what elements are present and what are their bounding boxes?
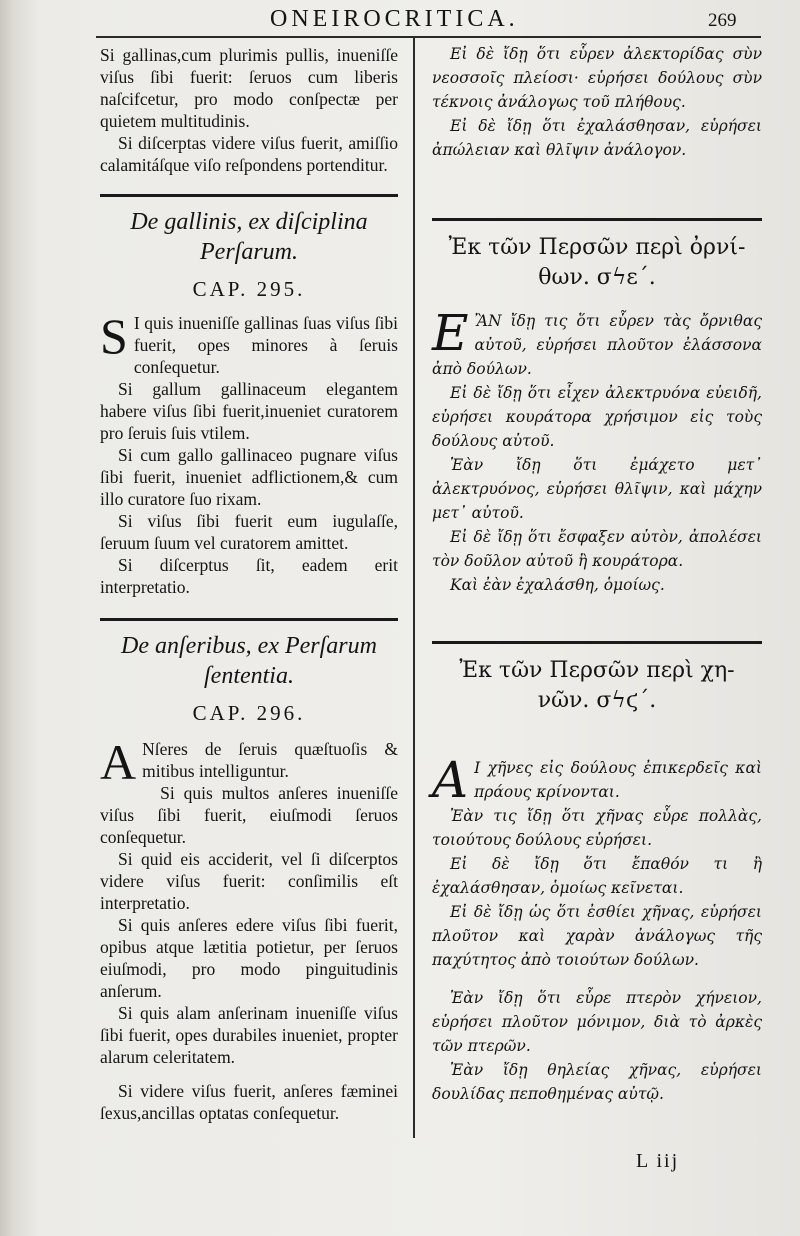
greek-paragraph-text: Ι χῆνες εἰς δούλους ἐπικερδεῖς καὶ πράους κρίνονται. — [474, 759, 762, 801]
greek-paragraph-first — [432, 304, 762, 381]
latin-paragraph: Si cum gallo gallinaceo pugnare viſus ſibi fuerit, inueniet adflictionem,& cum illo curatore ſuo rixam. — [100, 445, 398, 509]
latin-paragraph: Si quis anſeres edere viſus ſibi fuerit, opibus atque lætitia potietur, per ſeruos eiuſmodi, pro modo pinguitudinis anſerum. — [100, 915, 398, 1001]
drop-cap: Α — [432, 751, 469, 809]
latin-paragraph-first — [100, 308, 398, 378]
header-rule — [96, 36, 761, 38]
latin-paragraph: Si viſus ſibi fuerit eum iugulaſſe, ſeruum ſuum vel curatorem amittet. — [100, 511, 398, 553]
greek-paragraph: Εἰ δὲ ἴδῃ ὅτι εἶχεν ἀλεκτρυόνα εὐειδῆ, εὑρήσει κουράτορα χρήσιμον εἰς τοὺς δούλους αὐτοῦ. — [432, 384, 762, 450]
greek-paragraph: Εἰ δὲ ἴδῃ ὅτι ἔσφαξεν αὐτὸν, ἀπολέσει τὸν δοῦλον αὐτοῦ ἢ κουράτορα. — [432, 528, 762, 570]
drop-cap: A — [100, 734, 137, 790]
page-number: 269 — [708, 10, 737, 31]
latin-paragraph: Si quid eis acciderit, vel ſi diſcerptos videre viſus fuerit: conſimilis eſt interpretatio. — [100, 849, 398, 913]
chapter-number-296: CAP. 296. — [192, 701, 306, 725]
greek-paragraph: Καὶ ἐὰν ἐχαλάσθη, ὁμοίως. — [450, 576, 665, 594]
latin-column — [100, 44, 398, 1124]
drop-cap: Ε — [432, 304, 469, 362]
greek-paragraph: Ἐὰν ἴδῃ θηλείας χῆνας, εὑρήσει δουλίδας πεποθημένας αὐτῷ. — [432, 1061, 762, 1103]
latin-paragraph: Si quis multos anſeres inueniſſe viſus ſibi fuerit, eiuſmodi ſeruos conſequetur. — [100, 783, 398, 847]
latin-paragraph: Si quis alam anſerinam inueniſſe viſus ſibi fuerit, opes durabiles inueniet, propter alarum celeritatem. — [100, 1003, 398, 1067]
section-heading-296: De anſeribus, ex Perſarum — [121, 633, 377, 659]
greek-paragraph: Εἰ δὲ ἴδῃ ὡς ὅτι ἐσθίει χῆνας, εὑρήσει πλοῦτον καὶ χαρὰν ἀνάλογως τῆς παχύτητος ἀπὸ τοιούτων δούλων. — [432, 903, 762, 969]
section-heading-296-line2: ſententia. — [204, 663, 294, 689]
greek-section-heading-295-line2: θων. σϟε´. — [538, 265, 656, 290]
section-heading-295-line2: Perſarum. — [200, 239, 298, 265]
latin-paragraph-text: I quis inueniſſe gallinas ſuas viſus ſibi fuerit, opes minores à ſeruis conſequetur. — [133, 313, 398, 377]
signature-mark: L iij — [636, 1150, 680, 1172]
greek-paragraph: Εἰ δὲ ἴδῃ ὅτι εὗρεν ἀλεκτορίδας σὺν νεοσσοῖς πλείοσι· εὑρήσει δούλους σὺν τέκνοις ἀνάλογως τοῦ πλήθους. — [432, 45, 762, 111]
column-divider — [413, 38, 415, 1138]
greek-section-heading-296: Ἐκ τῶν Περσῶν περὶ χη- — [459, 658, 735, 683]
greek-paragraph-text: ἊΝ ἴδῃ τις ὅτι εὗρεν τὰς ὄρνιθας αὐτοῦ, εὑρήσει πλοῦτον ἐλάσσονα ἀπὸ δούλων. — [432, 312, 762, 378]
latin-paragraph: Si diſcerptus ſit, eadem erit interpretatio. — [100, 555, 398, 597]
latin-paragraph-first — [100, 734, 398, 790]
greek-paragraph: Ἐὰν τις ἴδῃ ὅτι χῆνας εὗρε πολλὰς, τοιούτους δούλους εὑρήσει. — [432, 807, 762, 849]
section-heading-295: De gallinis, ex diſciplina — [130, 209, 368, 235]
latin-paragraph: Si gallinas,cum plurimis pullis, inueniſſe viſus ſibi fuerit: ſeruos cum liberis naſcifcetur, pro modo conſpectæ per quietem multitudinis. — [100, 45, 398, 131]
greek-paragraph-first — [432, 751, 762, 809]
latin-paragraph: Si videre viſus fuerit, anſeres fæminei ſexus,ancillas optatas conſequetur. — [100, 1081, 398, 1123]
greek-column — [432, 42, 762, 1106]
greek-paragraph: Ἐὰν ἴδῃ ὅτι εὗρε πτερὸν χήνειον, εὑρήσει πλοῦτον μόνιμον, διὰ τὸ ἀρκὲς τῶν πτερῶν. — [432, 989, 762, 1055]
drop-cap: S — [100, 308, 128, 364]
latin-paragraph-text: Nſeres de ſeruis quæſtuoſis & mitibus intelliguntur. — [142, 739, 398, 781]
chapter-number-295: CAP. 295. — [192, 277, 306, 301]
latin-paragraph: Si gallum gallinaceum elegantem habere viſus ſibi fuerit,inueniet curatorem pro ſeruis ſuis vtilem. — [100, 379, 398, 443]
latin-paragraph: Si diſcerptas videre viſus fuerit, amiſſio calamitáſque viſo reſpondens portenditur. — [100, 133, 398, 175]
greek-section-heading-296-line2: νῶν. σϟϛ´. — [537, 688, 657, 713]
running-title: ONEIROCRITICA. — [270, 6, 519, 32]
greek-paragraph: Εἰ δὲ ἴδῃ ὅτι ἐχαλάσθησαν, εὑρήσει ἀπώλειαν καὶ θλῖψιν ἀνάλογον. — [432, 117, 762, 159]
greek-section-heading-295: Ἐκ τῶν Περσῶν περὶ ὀρνί- — [448, 235, 746, 260]
greek-paragraph: Ἐὰν ἴδῃ ὅτι ἐμάχετο μετ᾽ ἀλεκτρυόνος, εὑρήσει θλῖψιν, καὶ μάχην μετ᾽ αὐτοῦ. — [432, 456, 762, 522]
greek-paragraph: Εἰ δὲ ἴδῃ ὅτι ἔπαθόν τι ἢ ἐχαλάσθησαν, ὁμοίως κεῖνεται. — [432, 855, 762, 897]
